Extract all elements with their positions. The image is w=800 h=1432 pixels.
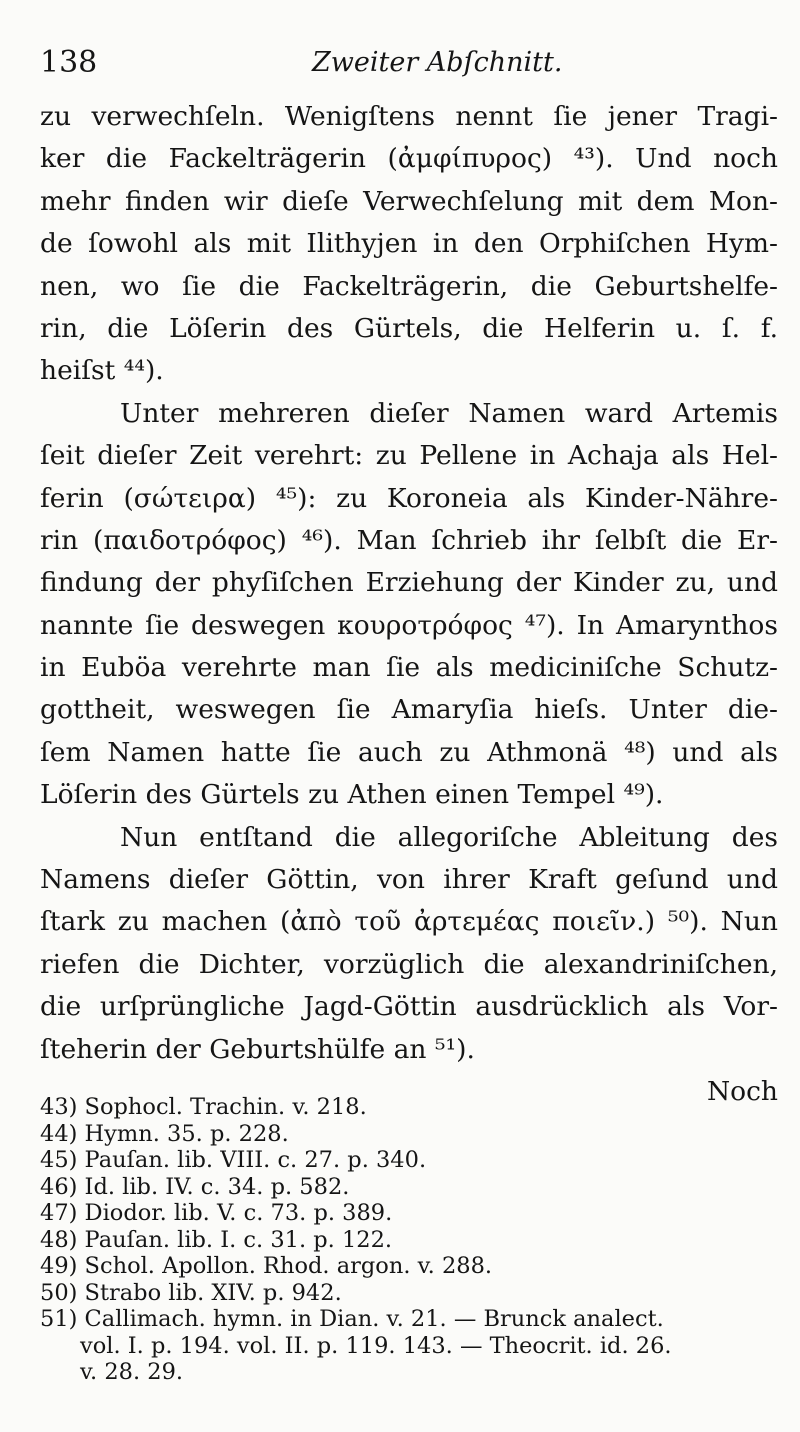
text-line: in Euböa verehrte man ſie als mediciniſche Schutz- (40, 652, 778, 684)
footnote-line: 44) Hymn. 35. p. 228. (40, 1120, 289, 1147)
body-text (40, 96, 778, 1113)
text-line: ſeit dieſer Zeit verehrt: zu Pellene in Achaja als Hel- (40, 440, 778, 472)
text-line: ſem Namen hatte ſie auch zu Athmonä ⁴⁸) und als (40, 736, 778, 768)
page-number: 138 (40, 45, 98, 80)
text-line: Löſerin des Gürtels zu Athen einen Tempel ⁴⁹). (40, 779, 664, 811)
footnote-line: 48) Pauſan. lib. I. c. 31. p. 122. (40, 1226, 393, 1253)
text-line: findung der phyſiſchen Erziehung der Kinder zu, und (40, 567, 778, 599)
text-line: nannte ſie deswegen κουροτρόφος ⁴⁷). In Amarynthos (40, 609, 778, 641)
page-header (40, 38, 770, 88)
text-line: nen, wo ſie die Fackelträgerin, die Geburtshelfe- (40, 270, 778, 302)
footnote-line: 47) Diodor. lib. V. c. 73. p. 389. (40, 1200, 393, 1226)
text-line: de ſowohl als mit Ilithyjen in den Orphiſchen Hym- (40, 228, 778, 260)
text-line: heiſst ⁴⁴). (40, 355, 164, 387)
footnote-line: 51) Callimach. hymn. in Dian. v. 21. — Brunck analect. (40, 1306, 664, 1332)
text-line: Namens dieſer Göttin, von ihrer Kraft geſund und (40, 864, 778, 896)
text-line: mehr finden wir dieſe Verwechſelung mit dem Mon- (40, 185, 778, 217)
footnote-line: 46) Id. lib. IV. c. 34. p. 582. (40, 1173, 350, 1200)
text-line: riefen die Dichter, vorzüglich die alexandriniſchen, (40, 948, 778, 980)
footnote-line: 45) Pauſan. lib. VIII. c. 27. p. 340. (40, 1147, 427, 1173)
text-line: Unter mehreren dieſer Namen ward Artemis (120, 397, 778, 429)
text-line: ſtark zu machen (ἀπὸ τοῦ ἀρτεμέας ποιεῖν.) ⁵⁰). Nun (40, 906, 778, 938)
footnote-line: 43) Sophocl. Trachin. v. 218. (40, 1094, 367, 1120)
text-line: gottheit, weswegen ſie Amaryſia hieſs. Unter die- (40, 694, 778, 726)
footnote-line: vol. I. p. 194. vol. II. p. 119. 143. — Theocrit. id. 26. (80, 1332, 672, 1359)
text-line: rin (παιδοτρόφος) ⁴⁶). Man ſchrieb ihr ſelbſt die Er- (40, 524, 778, 556)
footnote-line: 50) Strabo lib. XIV. p. 942. (40, 1279, 342, 1306)
footnote-line: 49) Schol. Apollon. Rhod. argon. v. 288. (40, 1253, 493, 1279)
text-line: rin, die Löſerin des Gürtels, die Helferin u. ſ. f. (40, 312, 778, 344)
text-line: ker die Fackelträgerin (ἀμφίπυρος) ⁴³). Und noch (40, 143, 778, 175)
running-head: Zweiter Abſchnitt. (312, 47, 563, 78)
text-line: Noch (706, 1075, 778, 1107)
text-line: die urſprüngliche Jagd-Göttin ausdrücklich als Vor- (40, 991, 778, 1023)
text-line: Nun entſtand die allegoriſche Ableitung des (120, 821, 778, 853)
text-line: ſteherin der Geburtshülfe an ⁵¹). (40, 1033, 475, 1065)
footnote-line: v. 28. 29. (80, 1359, 184, 1385)
text-line: ferin (σώτειρα) ⁴⁵): zu Koroneia als Kinder-Nähre- (40, 482, 778, 514)
text-line: zu verwechſeln. Wenigſtens nennt ſie jener Tragi- (40, 101, 778, 132)
footnotes (40, 1094, 778, 1386)
